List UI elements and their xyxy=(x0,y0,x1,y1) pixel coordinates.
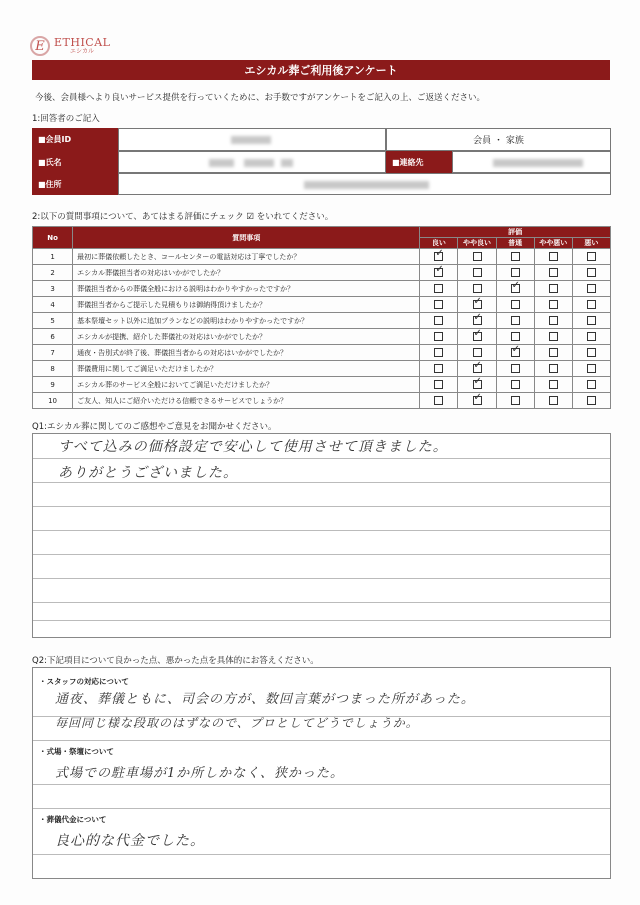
rating-cell xyxy=(534,329,572,345)
checkbox[interactable] xyxy=(511,316,520,325)
checkbox[interactable] xyxy=(587,380,596,389)
member-id-field[interactable] xyxy=(118,128,386,151)
checked-checkbox[interactable] xyxy=(473,396,482,405)
col-question-header: 質問事項 xyxy=(73,227,420,249)
checkbox[interactable] xyxy=(549,252,558,261)
rating-cell xyxy=(496,313,534,329)
checkbox[interactable] xyxy=(587,348,596,357)
checkbox[interactable] xyxy=(549,300,558,309)
rating-cell xyxy=(534,249,572,265)
rating-cell xyxy=(420,345,458,361)
rating-header: 普通 xyxy=(496,238,534,249)
row-number: 9 xyxy=(33,377,73,393)
checkbox[interactable] xyxy=(434,300,443,309)
rating-cell xyxy=(572,313,610,329)
section1-heading: 1:回答者のご記入 xyxy=(32,114,100,124)
row-number: 5 xyxy=(33,313,73,329)
rating-cell xyxy=(534,313,572,329)
rating-cell xyxy=(420,313,458,329)
checkbox[interactable] xyxy=(511,396,520,405)
table-row xyxy=(33,265,611,281)
staff-answer-line2: 毎回同じ様な段取のはずなので、プロとしてどうでしょうか。 xyxy=(55,716,419,730)
checked-checkbox[interactable] xyxy=(434,252,443,261)
contact-field[interactable] xyxy=(452,151,611,173)
table-row xyxy=(33,329,611,345)
checkbox[interactable] xyxy=(434,284,443,293)
rating-cell xyxy=(458,249,496,265)
checkbox[interactable] xyxy=(587,268,596,277)
rating-cell xyxy=(420,393,458,409)
evaluation-table xyxy=(32,226,611,409)
rating-cell xyxy=(420,377,458,393)
row-question: 通夜・告別式が終了後、葬儀担当者からの対応はいかがでしたか？ xyxy=(73,345,420,361)
address-field[interactable] xyxy=(118,173,611,195)
ethical-logo xyxy=(30,36,110,56)
row-question: エシカル葬儀担当者の対応はいかがでしたか？ xyxy=(73,265,420,281)
checkbox[interactable] xyxy=(587,300,596,309)
venue-answer-line1: 式場での駐車場が1か所しかなく、狭かった。 xyxy=(55,766,345,781)
checked-checkbox[interactable] xyxy=(511,284,520,293)
checkbox[interactable] xyxy=(587,284,596,293)
q1-heading: Q1:エシカル葬に関してのご感想やご意見をお聞かせください。 xyxy=(32,422,277,432)
row-question: エシカル葬のサービス全般においてご満足いただけましたか？ xyxy=(73,377,420,393)
row-number: 8 xyxy=(33,361,73,377)
q1-answer-area[interactable] xyxy=(32,433,611,638)
rating-cell xyxy=(496,345,534,361)
name-field[interactable] xyxy=(118,151,386,173)
rating-cell xyxy=(572,265,610,281)
rating-cell xyxy=(572,361,610,377)
name-label: ■氏名 xyxy=(32,151,118,173)
table-row xyxy=(33,297,611,313)
row-question: 葬儀担当者からの葬儀全般における説明はわかりやすかったですか？ xyxy=(73,281,420,297)
checked-checkbox[interactable] xyxy=(511,348,520,357)
rating-cell xyxy=(496,249,534,265)
intro-text: 今後、会員様へより良いサービス提供を行っていくために、お手数ですがアンケートをご記入の上、ご返送ください。 xyxy=(35,93,485,103)
checkbox[interactable] xyxy=(473,252,482,261)
checkbox[interactable] xyxy=(549,268,558,277)
rating-cell xyxy=(534,265,572,281)
checkbox[interactable] xyxy=(587,364,596,373)
row-question: エシカルが提携、紹介した葬儀社の対応はいかがでしたか？ xyxy=(73,329,420,345)
checkbox[interactable] xyxy=(587,332,596,341)
contact-label: ■連絡先 xyxy=(386,151,452,173)
checkbox[interactable] xyxy=(473,348,482,357)
table-row xyxy=(33,281,611,297)
row-number: 4 xyxy=(33,297,73,313)
member-id-label: ■会員ID xyxy=(32,128,118,151)
cost-answer-line1: 良心的な代金でした。 xyxy=(55,833,205,849)
rating-cell xyxy=(458,329,496,345)
rating-cell xyxy=(496,377,534,393)
checkbox[interactable] xyxy=(434,348,443,357)
checkbox[interactable] xyxy=(549,316,558,325)
checkbox[interactable] xyxy=(434,364,443,373)
rating-cell xyxy=(420,329,458,345)
table-row xyxy=(33,249,611,265)
rating-cell xyxy=(572,377,610,393)
checked-checkbox[interactable] xyxy=(473,316,482,325)
checkbox[interactable] xyxy=(549,380,558,389)
logo-subtext: エシカル xyxy=(70,48,95,55)
row-question: ご友人、知人にご紹介いただける信頼できるサービスでしょうか？ xyxy=(73,393,420,409)
rating-cell xyxy=(458,313,496,329)
rating-cell xyxy=(534,297,572,313)
checkbox[interactable] xyxy=(549,284,558,293)
checked-checkbox[interactable] xyxy=(434,268,443,277)
row-number: 10 xyxy=(33,393,73,409)
checkbox[interactable] xyxy=(434,380,443,389)
checkbox[interactable] xyxy=(587,252,596,261)
q2-answer-area[interactable] xyxy=(32,667,611,879)
q2-heading: Q2:下記項目について良かった点、悪かった点を具体的にお答えください。 xyxy=(32,656,319,666)
rating-cell xyxy=(458,297,496,313)
rating-cell xyxy=(496,329,534,345)
respondent-form xyxy=(32,128,611,195)
checkbox[interactable] xyxy=(511,268,520,277)
rating-cell xyxy=(496,281,534,297)
table-row xyxy=(33,313,611,329)
checkbox[interactable] xyxy=(549,348,558,357)
rating-header: 良い xyxy=(420,238,458,249)
checked-checkbox[interactable] xyxy=(473,332,482,341)
rating-cell xyxy=(458,281,496,297)
checked-checkbox[interactable] xyxy=(473,300,482,309)
rating-cell xyxy=(496,297,534,313)
rating-cell xyxy=(420,249,458,265)
checkbox[interactable] xyxy=(511,380,520,389)
checkbox[interactable] xyxy=(511,252,520,261)
rating-cell xyxy=(572,329,610,345)
rating-cell xyxy=(458,393,496,409)
rating-cell xyxy=(420,265,458,281)
checkbox[interactable] xyxy=(587,396,596,405)
rating-cell xyxy=(496,393,534,409)
rating-cell xyxy=(458,345,496,361)
checkbox[interactable] xyxy=(549,396,558,405)
col-eval-header: 評価 xyxy=(420,227,611,238)
row-number: 1 xyxy=(33,249,73,265)
logo-text: ETHICAL xyxy=(54,36,111,49)
page-title: エシカル葬ご利用後アンケート xyxy=(32,60,610,80)
rating-header: 悪い xyxy=(572,238,610,249)
address-label: ■住所 xyxy=(32,173,118,195)
row-number: 6 xyxy=(33,329,73,345)
checkbox[interactable] xyxy=(511,300,520,309)
checkbox[interactable] xyxy=(473,268,482,277)
rating-cell xyxy=(572,249,610,265)
q1-answer-line1: すべて込みの価格設定で安心して使用させて頂きました。 xyxy=(58,439,448,455)
table-row xyxy=(33,393,611,409)
row-question: 最初に葬儀依頼したとき、コールセンターの電話対応は丁寧でしたか？ xyxy=(73,249,420,265)
table-row xyxy=(33,345,611,361)
row-question: 葬儀担当者からご提示した見積もりは御納得頂けましたか？ xyxy=(73,297,420,313)
rating-cell xyxy=(420,281,458,297)
venue-label: ・式場・祭壇について xyxy=(39,747,114,756)
checkbox[interactable] xyxy=(511,332,520,341)
row-number: 7 xyxy=(33,345,73,361)
rating-cell xyxy=(572,345,610,361)
q1-answer-line2: ありがとうございました。 xyxy=(58,465,238,481)
checkbox[interactable] xyxy=(473,284,482,293)
staff-label: ・スタッフの対応について xyxy=(39,677,129,686)
checked-checkbox[interactable] xyxy=(473,380,482,389)
checked-checkbox[interactable] xyxy=(473,364,482,373)
row-question: 基本祭壇セット以外に追加プランなどの説明はわかりやすかったですか？ xyxy=(73,313,420,329)
rating-cell xyxy=(496,361,534,377)
rating-cell xyxy=(534,281,572,297)
checkbox[interactable] xyxy=(549,364,558,373)
rating-cell xyxy=(572,281,610,297)
rating-cell xyxy=(496,265,534,281)
checkbox[interactable] xyxy=(434,332,443,341)
rating-cell xyxy=(420,361,458,377)
member-type-field[interactable]: 会員 ・ 家族 xyxy=(386,128,611,151)
checkbox[interactable] xyxy=(511,364,520,373)
section2-heading: 2:以下の質問事項について、あてはまる評価にチェック ☑ をいれてください。 xyxy=(32,212,334,222)
table-row xyxy=(33,361,611,377)
checkbox[interactable] xyxy=(549,332,558,341)
checkbox[interactable] xyxy=(434,316,443,325)
rating-cell xyxy=(534,377,572,393)
rating-cell xyxy=(458,265,496,281)
table-row xyxy=(33,377,611,393)
logo-mark-icon: E xyxy=(30,36,50,56)
row-number: 2 xyxy=(33,265,73,281)
checkbox[interactable] xyxy=(587,316,596,325)
rating-cell xyxy=(534,345,572,361)
cost-label: ・葬儀代金について xyxy=(39,815,107,824)
staff-answer-line1: 通夜、葬儀ともに、司会の方が、数回言葉がつまった所があった。 xyxy=(55,692,475,707)
rating-cell xyxy=(458,377,496,393)
row-number: 3 xyxy=(33,281,73,297)
rating-header: やや悪い xyxy=(534,238,572,249)
col-no-header: No xyxy=(33,227,73,249)
rating-cell xyxy=(572,393,610,409)
rating-header: やや良い xyxy=(458,238,496,249)
rating-cell xyxy=(458,361,496,377)
rating-cell xyxy=(572,297,610,313)
checkbox[interactable] xyxy=(434,396,443,405)
row-question: 葬儀費用に関してご満足いただけましたか？ xyxy=(73,361,420,377)
rating-cell xyxy=(534,393,572,409)
rating-cell xyxy=(420,297,458,313)
rating-cell xyxy=(534,361,572,377)
